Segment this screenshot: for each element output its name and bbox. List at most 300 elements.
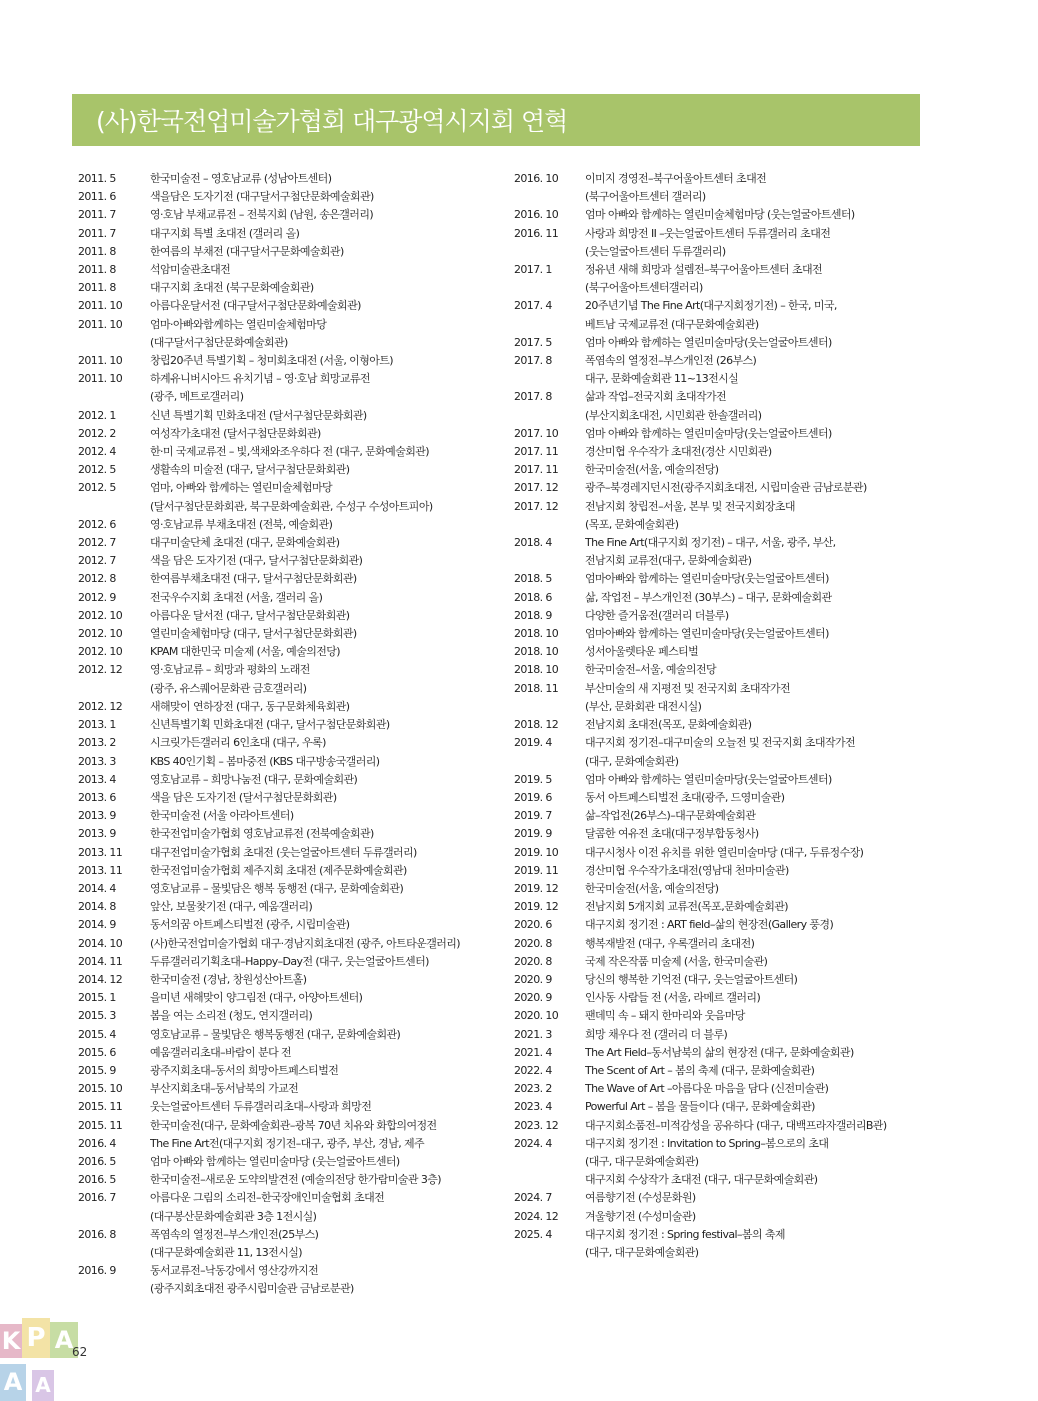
entry-text: 한·미 국제교류전 – 빛,색채와조우하다 전 (대구, 문화예술회관) <box>150 445 429 459</box>
entry-text: 생활속의 미술전 (대구, 달서구첨단문화회관) <box>150 463 350 477</box>
entry-text: The Art Field–동서남북의 삶의 현장전 (대구, 문화예술회관) <box>585 1045 854 1059</box>
history-entry <box>514 753 924 771</box>
history-entry <box>78 716 498 734</box>
entry-text: 엄마 아빠와 함께하는 열린미술체험마당 (웃는얼굴아트센터) <box>585 208 855 222</box>
entry-date: 2016. 4 <box>78 1136 116 1150</box>
entry-date: 2016. 10 <box>514 172 559 185</box>
entry-date: 2018. 12 <box>514 718 559 732</box>
entry-text: 달콤한 여유전 초대(대구정부합동청사) <box>585 827 759 841</box>
entry-text: 을미년 새해맞이 양그림전 (대구, 아양아트센터) <box>150 991 363 1005</box>
entry-date <box>78 1280 150 1298</box>
history-entry <box>78 971 498 989</box>
history-entry <box>514 680 924 698</box>
entry-text: 엄마 아빠와 함께하는 열린미술마당(웃는얼굴아트센터) <box>585 426 832 440</box>
history-entry <box>514 279 924 297</box>
entry-date: 2012. 10 <box>78 627 123 641</box>
entry-text: 창립20주년 특별기획 – 청미회초대전 (서울, 이형아트) <box>150 354 393 368</box>
history-entry <box>78 170 498 188</box>
history-entry <box>78 279 498 297</box>
history-entry <box>514 498 924 516</box>
entry-text: 인사동 사람들 전 (서울, 라메르 갤러리) <box>585 991 761 1005</box>
entry-date: 2011. 8 <box>78 244 116 258</box>
entry-text: 한국미술전–서울, 예술의전당 <box>585 663 717 677</box>
entry-text: (달서구첨단문화회관, 북구문화예술회관, 수성구 수성아트피아) <box>150 499 433 513</box>
entry-text: 부산미술의 새 지평전 및 전국지회 초대작가전 <box>585 681 790 695</box>
entry-text: 경산미협 우수작가 초대전(경산 시민회관) <box>585 445 772 459</box>
history-entry <box>78 516 498 534</box>
entry-date: 2011. 7 <box>78 226 116 240</box>
history-entry <box>514 1026 924 1044</box>
entry-date: 2015. 9 <box>78 1063 116 1077</box>
entry-date: 2019. 12 <box>514 881 559 895</box>
history-entry <box>78 1189 498 1207</box>
history-entry <box>514 1044 924 1062</box>
entry-text: 대구지회 정기전–대구미술의 오늘전 및 전국지회 초대작가전 <box>585 736 856 750</box>
entry-date: 2013. 11 <box>78 845 123 859</box>
entry-date: 2022. 4 <box>514 1063 552 1077</box>
entry-text: 겨울향기전 (수성미술관) <box>585 1209 696 1223</box>
history-entry <box>514 188 924 206</box>
history-entry <box>514 261 924 279</box>
history-entry <box>78 1117 498 1135</box>
history-entry <box>78 225 498 243</box>
entry-date: 2014. 11 <box>78 954 123 968</box>
entry-text: 경산미협 우수작가초대전(영남대 천마미술관) <box>585 863 789 877</box>
entry-date: 2015. 10 <box>78 1082 123 1096</box>
entry-date: 2017. 12 <box>514 481 559 495</box>
entry-text: (북구어울아트센터 갤러리) <box>585 190 706 204</box>
history-entry <box>514 425 924 443</box>
entry-text: KBS 40인기획 – 봄마중전 (KBS 대구방송국갤러리) <box>150 754 380 768</box>
entry-text: 한국미술전 (서울 아라아트센터) <box>150 809 294 823</box>
entry-text: 앞산, 보물찾기전 (대구, 예움갤러리) <box>150 900 313 914</box>
history-entry <box>78 188 498 206</box>
entry-text: 영호남교류 – 희망나눔전 (대구, 문화예술회관) <box>150 772 358 786</box>
entry-text: 사랑과 희망전 II –웃는얼굴아트센터 두류갤러리 초대전 <box>585 226 831 240</box>
entry-date: 2014. 12 <box>78 972 123 986</box>
history-entry <box>514 589 924 607</box>
entry-date: 2017. 11 <box>514 463 559 477</box>
entry-date: 2017. 11 <box>514 445 559 459</box>
entry-text: 전남지회 초대전(목포, 문화예술회관) <box>585 718 752 732</box>
history-entry <box>514 1244 924 1262</box>
entry-date <box>514 552 585 570</box>
history-entry <box>514 643 924 661</box>
history-entry <box>514 844 924 862</box>
entry-date: 2015. 6 <box>78 1045 116 1059</box>
entry-text: 웃는얼굴아트센터 두류갤러리초대–사랑과 희망전 <box>150 1100 372 1114</box>
history-entry <box>514 334 924 352</box>
history-entry <box>514 461 924 479</box>
entry-text: 삶–작업전(26부스)–대구문화예술회관 <box>585 809 756 823</box>
kpaa-logo: K P A A A <box>0 1318 80 1401</box>
entry-date: 2012. 4 <box>78 445 116 459</box>
history-entry <box>514 1226 924 1244</box>
entry-date: 2012. 10 <box>78 645 123 659</box>
entry-text: 다양한 즐거움전(갤러리 더블루) <box>585 608 729 622</box>
history-entry <box>78 479 498 497</box>
history-entry <box>78 898 498 916</box>
entry-text: 대구미술단체 초대전 (대구, 문화예술회관) <box>150 536 340 550</box>
entry-text: 대구지회 수상작가 초대전 (대구, 대구문화예술회관) <box>585 1173 818 1187</box>
entry-date: 2020. 8 <box>514 936 552 950</box>
entry-text: (북구어울아트센터갤러리) <box>585 281 703 295</box>
entry-date: 2013. 6 <box>78 790 116 804</box>
history-entry <box>78 734 498 752</box>
history-entry <box>78 607 498 625</box>
history-entry <box>514 388 924 406</box>
entry-date: 2020. 9 <box>514 991 552 1005</box>
entry-date: 2013. 9 <box>78 809 116 823</box>
entry-text: 대구전업미술가협회 초대전 (웃는얼굴아트센터 두류갤러리) <box>150 845 417 859</box>
entry-text: 한국미술전–새로운 도약의발견전 (예술의전당 한가람미술관 3층) <box>150 1173 441 1187</box>
entry-text: (대구달서구첨단문화예술회관) <box>150 335 288 349</box>
entry-text: 영·호남 부채교류전 – 전북지회 (남원, 송은갤러리) <box>150 208 374 222</box>
entry-text: 아름다운달서전 (대구달서구첨단문화예술회관) <box>150 299 361 313</box>
entry-text: 대구지회 특별 초대전 (갤러리 올) <box>150 226 300 240</box>
entry-text: Powerful Art – 봄을 물들이다 (대구, 문화예술회관) <box>585 1100 815 1114</box>
entry-date: 2014. 9 <box>78 918 116 932</box>
entry-text: 삶과 작업–전국지회 초대작가전 <box>585 390 727 404</box>
entry-date: 2012. 1 <box>78 408 116 422</box>
entry-date: 2019. 6 <box>514 790 552 804</box>
entry-date <box>514 1171 585 1189</box>
history-entry <box>514 935 924 953</box>
history-entry <box>514 789 924 807</box>
history-entry <box>78 935 498 953</box>
entry-text: 한국미술전(서울, 예술의전당) <box>585 463 719 477</box>
entry-text: 성서아울렛타운 페스티벌 <box>585 645 699 659</box>
history-entry <box>78 807 498 825</box>
history-entry <box>514 953 924 971</box>
entry-date: 2017. 12 <box>514 499 559 513</box>
history-entry <box>78 825 498 843</box>
entry-text: KPAM 대한민국 미술제 (서울, 예술의전당) <box>150 645 340 659</box>
history-entry <box>514 698 924 716</box>
history-entry <box>514 1153 924 1171</box>
entry-date: 2012. 5 <box>78 481 116 495</box>
page-title: (사)한국전업미술가협회 대구광역시지회 연혁 <box>96 107 568 136</box>
entry-date: 2011. 8 <box>78 263 116 277</box>
history-entry <box>514 1117 924 1135</box>
entry-date: 2011. 7 <box>78 208 116 222</box>
entry-text: 대구지회 정기전 : Invitation to Spring–봄으로의 초대 <box>585 1136 829 1150</box>
entry-date: 2019. 7 <box>514 809 552 823</box>
entry-date: 2017. 1 <box>514 263 552 277</box>
entry-text: 색을담은 도자기전 (대구달서구첨단문화예술회관) <box>150 190 374 204</box>
entry-text: 새해맞이 연하장전 (대구, 동구문화체육회관) <box>150 699 350 713</box>
entry-text: (부산지회초대전, 시민회관 한솔갤러리) <box>585 408 762 422</box>
history-entry <box>78 425 498 443</box>
history-entry <box>78 771 498 789</box>
entry-date: 2013. 9 <box>78 827 116 841</box>
history-entry <box>514 1171 924 1189</box>
entry-date: 2024. 12 <box>514 1209 559 1223</box>
history-entry <box>78 206 498 224</box>
entry-date: 2011. 10 <box>78 317 123 331</box>
history-entry <box>78 1208 498 1226</box>
entry-date: 2014. 4 <box>78 881 116 895</box>
entry-text: 한여름의 부채전 (대구달서구문화예술회관) <box>150 244 344 258</box>
history-entry <box>78 243 498 261</box>
history-entry <box>514 625 924 643</box>
history-entry <box>78 916 498 934</box>
entry-text: 엄마, 아빠와 함께하는 열린미술체험마당 <box>150 481 333 495</box>
history-entry <box>78 352 498 370</box>
entry-text: 시크릿가든갤러리 6인초대 (대구, 우록) <box>150 736 326 750</box>
entry-text: 하계유니버시아드 유치기념 – 영·호남 희망교류전 <box>150 372 370 386</box>
entry-text: (대구문화예술회관 11, 13전시실) <box>150 1245 302 1259</box>
entry-date: 2019. 11 <box>514 863 559 877</box>
history-entry <box>514 825 924 843</box>
history-entry <box>78 334 498 352</box>
entry-date: 2014. 10 <box>78 936 123 950</box>
history-entry <box>78 1153 498 1171</box>
entry-date: 2020. 10 <box>514 1009 559 1023</box>
entry-date <box>78 1244 150 1262</box>
history-entry <box>78 261 498 279</box>
history-entry <box>78 1080 498 1098</box>
entry-date: 2015. 3 <box>78 1009 116 1023</box>
entry-date: 2012. 2 <box>78 426 116 440</box>
history-entry <box>514 516 924 534</box>
history-entry <box>78 844 498 862</box>
entry-text: 영호남교류 – 물빛담은 행복 동행전 (대구, 문화예술회관) <box>150 881 404 895</box>
history-entry <box>514 661 924 679</box>
entry-text: 엄마 아빠와 함께하는 열린미술마당 (웃는얼굴아트센터) <box>150 1154 400 1168</box>
history-entry <box>514 807 924 825</box>
entry-text: 대구지회소품전–미적감성을 공유하다 (대구, 대백프라자갤러리B관) <box>585 1118 887 1132</box>
history-entry <box>78 589 498 607</box>
entry-date: 2012. 5 <box>78 463 116 477</box>
entry-date: 2016. 7 <box>78 1191 116 1205</box>
history-entry <box>78 1026 498 1044</box>
entry-text: 대구지회 정기전 : Spring festival–봄의 축제 <box>585 1227 785 1241</box>
history-entry <box>78 1244 498 1262</box>
entry-text: 색을 담은 도자기전 (달서구첨단문화회관) <box>150 790 337 804</box>
entry-date <box>514 1244 585 1262</box>
history-entry <box>78 1280 498 1298</box>
entry-text: The Fine Art전(대구지회 정기전–대구, 광주, 부산, 경남, 제주 <box>150 1136 425 1150</box>
entry-text: 동서의꿈 아트페스티벌전 (광주, 시립미술관) <box>150 918 350 932</box>
history-entry <box>78 461 498 479</box>
entry-text: (대구, 대구문화예술회관) <box>585 1154 699 1168</box>
history-entry <box>514 570 924 588</box>
history-entry <box>514 607 924 625</box>
page-number: 62 <box>72 1345 88 1359</box>
entry-date <box>514 316 585 334</box>
entry-date: 2012. 8 <box>78 572 116 586</box>
entry-date: 2019. 10 <box>514 845 559 859</box>
history-entry <box>78 1098 498 1116</box>
entry-date <box>514 753 585 771</box>
entry-date <box>514 188 585 206</box>
history-entry <box>514 534 924 552</box>
entry-date: 2017. 4 <box>514 299 552 313</box>
entry-date: 2015. 1 <box>78 991 116 1005</box>
entry-date: 2023. 12 <box>514 1118 559 1132</box>
entry-text: (사)한국전업미술가협회 대구·경남지회초대전 (광주, 아트타운갤러리) <box>150 936 460 950</box>
entry-date: 2011. 10 <box>78 372 123 386</box>
entry-date <box>78 388 150 406</box>
history-column-right <box>514 170 924 1262</box>
history-entry <box>514 225 924 243</box>
history-entry <box>78 862 498 880</box>
entry-date: 2016. 5 <box>78 1173 116 1187</box>
entry-date: 2012. 10 <box>78 608 123 622</box>
entry-date <box>78 334 150 352</box>
entry-date <box>514 279 585 297</box>
entry-text: 신년특별기획 민화초대전 (대구, 달서구첨단문화회관) <box>150 718 390 732</box>
entry-text: (광주, 유스퀘어문화관 금호갤러리) <box>150 681 307 695</box>
entry-date: 2012. 6 <box>78 517 116 531</box>
entry-text: 베트남 국제교류전 (대구문화예술회관) <box>585 317 759 331</box>
history-entry <box>78 753 498 771</box>
entry-text: 동서교류전–낙동강에서 영산강까지전 <box>150 1264 319 1278</box>
entry-text: 엄마아빠와 함께하는 열린미술마당(웃는얼굴아트센터) <box>585 572 829 586</box>
entry-date <box>514 516 585 534</box>
history-entry <box>78 316 498 334</box>
entry-text: 아름다운 달서전 (대구, 달서구첨단문화회관) <box>150 608 350 622</box>
entry-date: 2019. 9 <box>514 827 552 841</box>
entry-date: 2018. 10 <box>514 627 559 641</box>
entry-date: 2018. 5 <box>514 572 552 586</box>
entry-date: 2013. 3 <box>78 754 116 768</box>
entry-text: The Fine Art(대구지회 정기전) – 대구, 서울, 광주, 부산, <box>585 536 836 550</box>
history-entry <box>514 989 924 1007</box>
history-entry <box>78 1226 498 1244</box>
entry-text: 당신의 행복한 기억전 (대구, 웃는얼굴아트센터) <box>585 972 798 986</box>
history-entry <box>514 1135 924 1153</box>
entry-date: 2013. 1 <box>78 718 116 732</box>
entry-text: 한국미술전(서울, 예술의전당) <box>585 881 719 895</box>
history-entry <box>514 352 924 370</box>
entry-text: 대구시청사 이전 유치를 위한 열린미술마당 (대구, 두류정수장) <box>585 845 864 859</box>
entry-date: 2023. 4 <box>514 1100 552 1114</box>
entry-text: 엄마 아빠와 함께하는 열린미술마당(웃는얼굴아트센터) <box>585 772 832 786</box>
history-entry <box>514 243 924 261</box>
entry-date: 2018. 6 <box>514 590 552 604</box>
history-entry <box>78 880 498 898</box>
entry-date: 2017. 8 <box>514 390 552 404</box>
entry-date: 2018. 4 <box>514 536 552 550</box>
entry-date <box>514 370 585 388</box>
entry-text: 한국미술전 – 영호남교류 (성남아트센터) <box>150 172 332 185</box>
entry-date: 2025. 4 <box>514 1227 552 1241</box>
entry-date: 2019. 4 <box>514 736 552 750</box>
history-entry <box>78 1062 498 1080</box>
entry-text: 엄마아빠와 함께하는 열린미술마당(웃는얼굴아트센터) <box>585 627 829 641</box>
history-entry <box>514 316 924 334</box>
history-entry <box>514 443 924 461</box>
entry-text: 국제 작은작품 미술제 (서울, 한국미술관) <box>585 954 768 968</box>
history-entry <box>514 1098 924 1116</box>
entry-text: 두류갤러리기획초대–Happy–Day전 (대구, 웃는얼굴아트센터) <box>150 954 429 968</box>
history-entry <box>514 370 924 388</box>
entry-text: 석암미술관초대전 <box>150 263 231 277</box>
entry-date: 2016. 8 <box>78 1227 116 1241</box>
entry-date: 2011. 5 <box>78 172 116 185</box>
history-entry <box>78 1007 498 1025</box>
entry-date <box>514 243 585 261</box>
entry-text: 한여름부채초대전 (대구, 달서구첨단문화회관) <box>150 572 357 586</box>
entry-date: 2011. 8 <box>78 281 116 295</box>
entry-date: 2014. 8 <box>78 900 116 914</box>
history-entry <box>78 297 498 315</box>
entry-text: 광주–북경레지던시전(광주지회초대전, 시립미술관 금남로분관) <box>585 481 867 495</box>
entry-text: 폭염속의 열정전–부스개인전 (26부스) <box>585 354 757 368</box>
entry-text: 행복재발전 (대구, 우록갤러리 초대전) <box>585 936 755 950</box>
entry-date: 2016. 10 <box>514 208 559 222</box>
entry-text: 예움갤러리초대–바람이 분다 전 <box>150 1045 292 1059</box>
history-entry <box>78 698 498 716</box>
entry-date: 2015. 11 <box>78 1100 123 1114</box>
entry-text: (광주, 메트로갤러리) <box>150 390 244 404</box>
entry-date: 2024. 7 <box>514 1191 552 1205</box>
entry-text: 부산지회초대–동서남북의 가교전 <box>150 1082 299 1096</box>
entry-text: The Wave of Art –아름다운 마음을 담다 (신전미술관) <box>585 1082 829 1096</box>
entry-text: 아름다운 그림의 소리전–한국장애인미술협회 초대전 <box>150 1191 385 1205</box>
entry-date: 2012. 7 <box>78 554 116 568</box>
history-entry <box>78 1044 498 1062</box>
history-entry <box>78 534 498 552</box>
history-entry <box>514 297 924 315</box>
entry-text: 한국미술전 (경남, 창원성산아트홀) <box>150 972 307 986</box>
entry-date: 2017. 5 <box>514 335 552 349</box>
entry-text: 팬데믹 속 – 돼지 한마리와 웃음마당 <box>585 1009 745 1023</box>
history-entry <box>78 370 498 388</box>
history-entry <box>78 443 498 461</box>
history-entry <box>514 716 924 734</box>
history-entry <box>514 1007 924 1025</box>
history-entry <box>78 407 498 425</box>
entry-text: 대구지회 초대전 (북구문화예술회관) <box>150 281 314 295</box>
history-entry <box>78 989 498 1007</box>
entry-date: 2012. 12 <box>78 699 123 713</box>
history-entry <box>514 407 924 425</box>
entry-text: 희망 채우다 전 (갤러리 더 블루) <box>585 1027 728 1041</box>
entry-date <box>78 680 150 698</box>
entry-date: 2017. 8 <box>514 354 552 368</box>
entry-date: 2013. 4 <box>78 772 116 786</box>
history-entry <box>514 971 924 989</box>
entry-text: 신년 특별기획 민화초대전 (달서구첨단문화회관) <box>150 408 367 422</box>
entry-text: 대구지회 정기전 : ART field–삶의 현장전(Gallery 풍경) <box>585 918 834 932</box>
entry-date <box>514 407 585 425</box>
history-entry <box>514 734 924 752</box>
history-entry <box>78 789 498 807</box>
history-entry <box>514 1062 924 1080</box>
entry-text: 전남지회 창립전–서울, 본부 및 전국지회장초대 <box>585 499 795 513</box>
entry-text: 전국우수지회 초대전 (서울, 갤러리 올) <box>150 590 323 604</box>
entry-date: 2011. 6 <box>78 190 116 204</box>
entry-text: 영호남교류 – 물빛담은 행복동행전 (대구, 문화예술회관) <box>150 1027 401 1041</box>
history-entry <box>514 1208 924 1226</box>
history-entry <box>78 1135 498 1153</box>
entry-date: 2020. 9 <box>514 972 552 986</box>
entry-text: 한국전업미술가협회 제주지회 초대전 (제주문화예술회관) <box>150 863 407 877</box>
history-entry <box>514 1189 924 1207</box>
entry-date: 2013. 11 <box>78 863 123 877</box>
entry-text: 여성작가초대전 (달서구첨단문화회관) <box>150 426 321 440</box>
history-entry <box>78 498 498 516</box>
entry-text: 여름향기전 (수성문화원) <box>585 1191 696 1205</box>
entry-text: (부산, 문화회관 대전시실) <box>585 699 702 713</box>
entry-text: 엄마 아빠와 함께하는 열린미술마당(웃는얼굴아트센터) <box>585 335 832 349</box>
entry-text: 대구, 문화예술회관 11~13전시실 <box>585 372 739 386</box>
entry-date: 2019. 12 <box>514 900 559 914</box>
history-entry <box>78 625 498 643</box>
